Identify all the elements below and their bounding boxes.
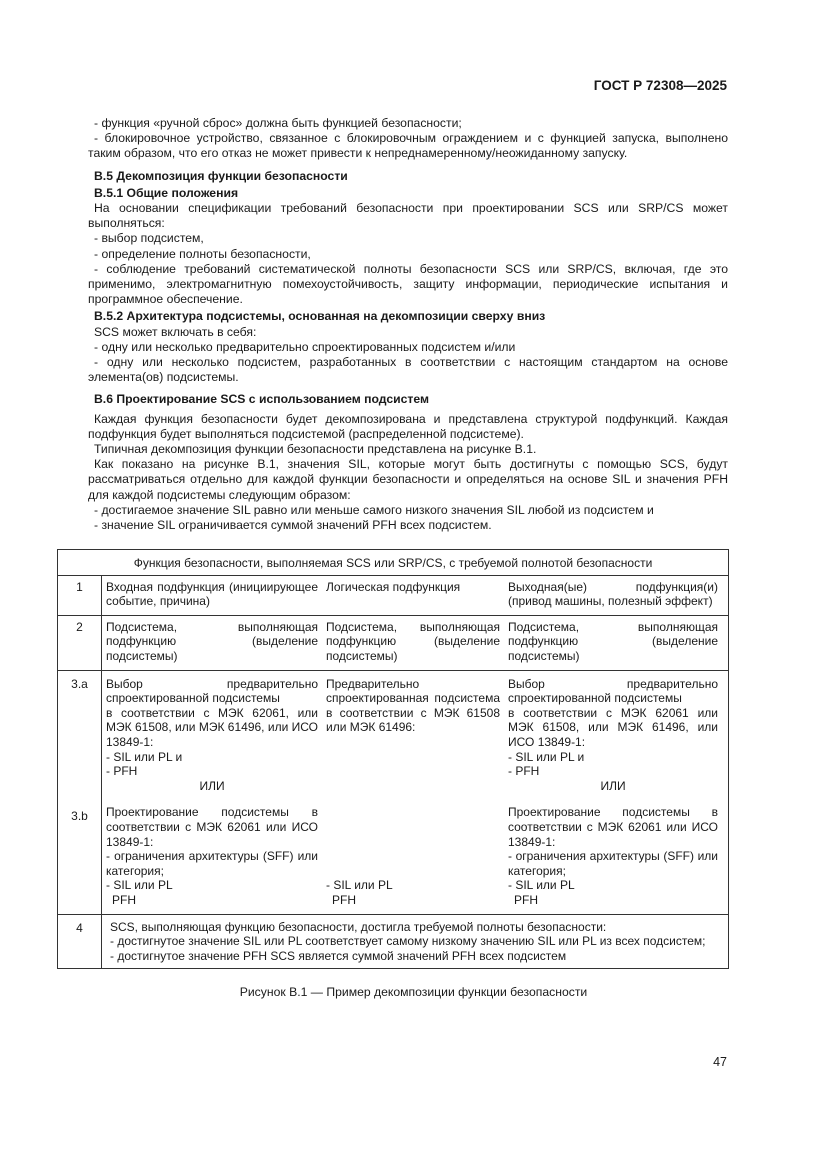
predesigned-subsystem-output: [504, 677, 722, 794]
text-line: - ограничения архитектуры (SFF) или категория;: [508, 849, 718, 878]
list-item: - достигаемое значение SIL равно или меньше самого низкого значения SIL любой из подсистем и: [94, 502, 654, 517]
list-item: - значение SIL ограничивается суммой значений PFH всех подсистем.: [94, 518, 492, 533]
paragraph: На основании спецификации требований безопасности при проектировании SCS или SRP/CS может выполняться:: [88, 201, 729, 231]
logic-subfunction-cell: Логическая подфункция: [326, 579, 461, 594]
list-item: - определение полноты безопасности,: [94, 246, 311, 261]
table-row: [58, 670, 729, 914]
figure-title: Функция безопасности, выполняемая SCS или SRP/CS, с требуемой полнотой безопасности: [58, 550, 729, 576]
document-id: ГОСТ Р 72308—2025: [593, 78, 727, 93]
text-line: - ограничения архитектуры (SFF) или категория;: [106, 849, 318, 878]
row-number: 4: [58, 914, 102, 969]
designed-subsystem-input: [102, 805, 322, 907]
paragraph: Каждая функция безопасности будет декомпозирована и представлена структурой подфункций. Каждая подфункция будет выполняться подсистемой (распределенной подсистеме).: [88, 411, 728, 441]
figure-caption: Рисунок В.1 — Пример декомпозиции функции безопасности: [239, 985, 588, 999]
list-item: - выбор подсистем,: [94, 231, 204, 246]
text-line: в соответствии с МЭК 62061 или МЭК 61508, или МЭК 61496, или ИСО 13849-1:: [508, 705, 718, 749]
paragraph: SCS может включать в себя:: [94, 324, 257, 339]
row-content: [102, 670, 729, 914]
text-line: - достигнутое значение SIL или PL соответствует самому низкому значению SIL или PL из всех подсистем;: [110, 934, 706, 949]
table-row: [58, 575, 729, 615]
or-label: ИЛИ: [199, 778, 225, 793]
section-heading-b52: В.5.2 Архитектура подсистемы, основанная на декомпозиции сверху вниз: [94, 309, 546, 324]
text-line: SCS, выполняющая функцию безопасности, достигла требуемой полноты безопасности:: [110, 919, 607, 934]
section-heading-b51: В.5.1 Общие положения: [94, 185, 239, 200]
result-cell: [102, 914, 729, 969]
table-row: [58, 914, 729, 969]
or-label: ИЛИ: [600, 778, 626, 793]
body-text: [88, 116, 728, 533]
subsystem-logic-cell: Подсистема, выполняющая подфункцию (выделение подсистемы): [326, 619, 500, 663]
text-line: в соответствии с МЭК 62061, или МЭК 61508, или МЭК 61496, или ИСО 13849-1:: [106, 705, 318, 749]
figure-title-row: [58, 550, 729, 576]
paragraph: Как показано на рисунке В.1, значения SIL, которые могут быть достигнуты с помощью SCS, будут рассматриваться отдельно для каждой функции безопасности и определяться на основе SIL и значения PFH для каждой подсистемы следующим образом:: [88, 457, 728, 502]
predesigned-subsystem-logic: [322, 677, 504, 794]
designed-subsystem-output: [504, 805, 722, 907]
designed-subsystem-logic: [322, 805, 504, 907]
text-line: - SIL или PL: [106, 878, 173, 893]
page-number: 47: [713, 1055, 727, 1069]
row-content: [102, 615, 729, 670]
subsystem-output-cell: Подсистема, выполняющая подфункцию (выделение подсистемы): [508, 619, 718, 663]
text-line: PFH: [332, 892, 356, 907]
section-heading-b6: В.6 Проектирование SCS с использованием подсистем: [94, 392, 430, 407]
text-line: - достигнутое значение PFH SCS является суммой значений PFH всех подсистем: [110, 948, 567, 963]
paragraph: - функция «ручной сброс» должна быть функцией безопасности;: [94, 116, 462, 130]
input-subfunction-cell: Входная подфункция (инициирующее событие, причина): [106, 579, 318, 609]
table-row: [58, 615, 729, 670]
predesigned-subsystem-input: [102, 677, 322, 794]
decomposition-figure-table: [57, 549, 729, 969]
row-content: [102, 575, 729, 615]
text-line: Проектирование подсистемы в соответствии с МЭК 62061 или ИСО 13849-1:: [106, 805, 318, 849]
paragraph: - блокировочное устройство, связанное с блокировочным ограждением и с функцией запуска, выполнено таким образом, что его отказ не может привести к непреднамеренному/неожиданному запуску.: [88, 131, 728, 161]
text-line: Выбор предварительно спроектированной подсистемы: [106, 676, 318, 706]
text-line: - PFH: [106, 764, 138, 779]
text-line: - SIL или PL и: [508, 749, 585, 764]
text-line: PFH: [514, 892, 538, 907]
list-item: - соблюдение требований систематической полноты безопасности SCS или SRP/CS, включая, где это применимо, электромагнитную помехоустойчивость, защиту информации, периодические испытания и программное обеспечение.: [88, 261, 728, 307]
text-line: Выбор предварительно спроектированной подсистемы: [508, 676, 718, 706]
section-heading-b5: В.5 Декомпозиция функции безопасности: [94, 168, 348, 183]
text-line: PFH: [112, 892, 136, 907]
text-line: - SIL или PL и: [106, 749, 183, 764]
row-number: 1: [58, 575, 102, 615]
text-line: Предварительно спроектированная подсистема в соответствии с МЭК 61508 или МЭК 61496:: [326, 676, 500, 735]
row-number: 3.a: [71, 676, 88, 691]
row-number: 2: [58, 615, 102, 670]
row-number-group: [58, 670, 102, 914]
text-line: - PFH: [508, 764, 540, 779]
output-subfunction-cell: Выходная(ые) подфункция(и) (привод машины, полезный эффект): [508, 579, 718, 609]
text-line: Проектирование подсистемы в соответствии с МЭК 62061 или ИСО 13849-1:: [508, 805, 718, 849]
paragraph: Типичная декомпозиция функции безопасности представлена на рисунке В.1.: [94, 442, 537, 457]
list-item: - одну или несколько предварительно спроектированных подсистем и/или: [94, 339, 516, 354]
text-line: - SIL или PL: [326, 878, 393, 893]
text-line: - SIL или PL: [508, 878, 575, 893]
subsystem-input-cell: Подсистема, выполняющая подфункцию (выделение подсистемы): [106, 619, 318, 663]
row-number: 3.b: [71, 809, 88, 824]
list-item: - одну или несколько подсистем, разработанных в соответствии с настоящим стандартом на основе элемента(ов) подсистемы.: [88, 355, 728, 385]
